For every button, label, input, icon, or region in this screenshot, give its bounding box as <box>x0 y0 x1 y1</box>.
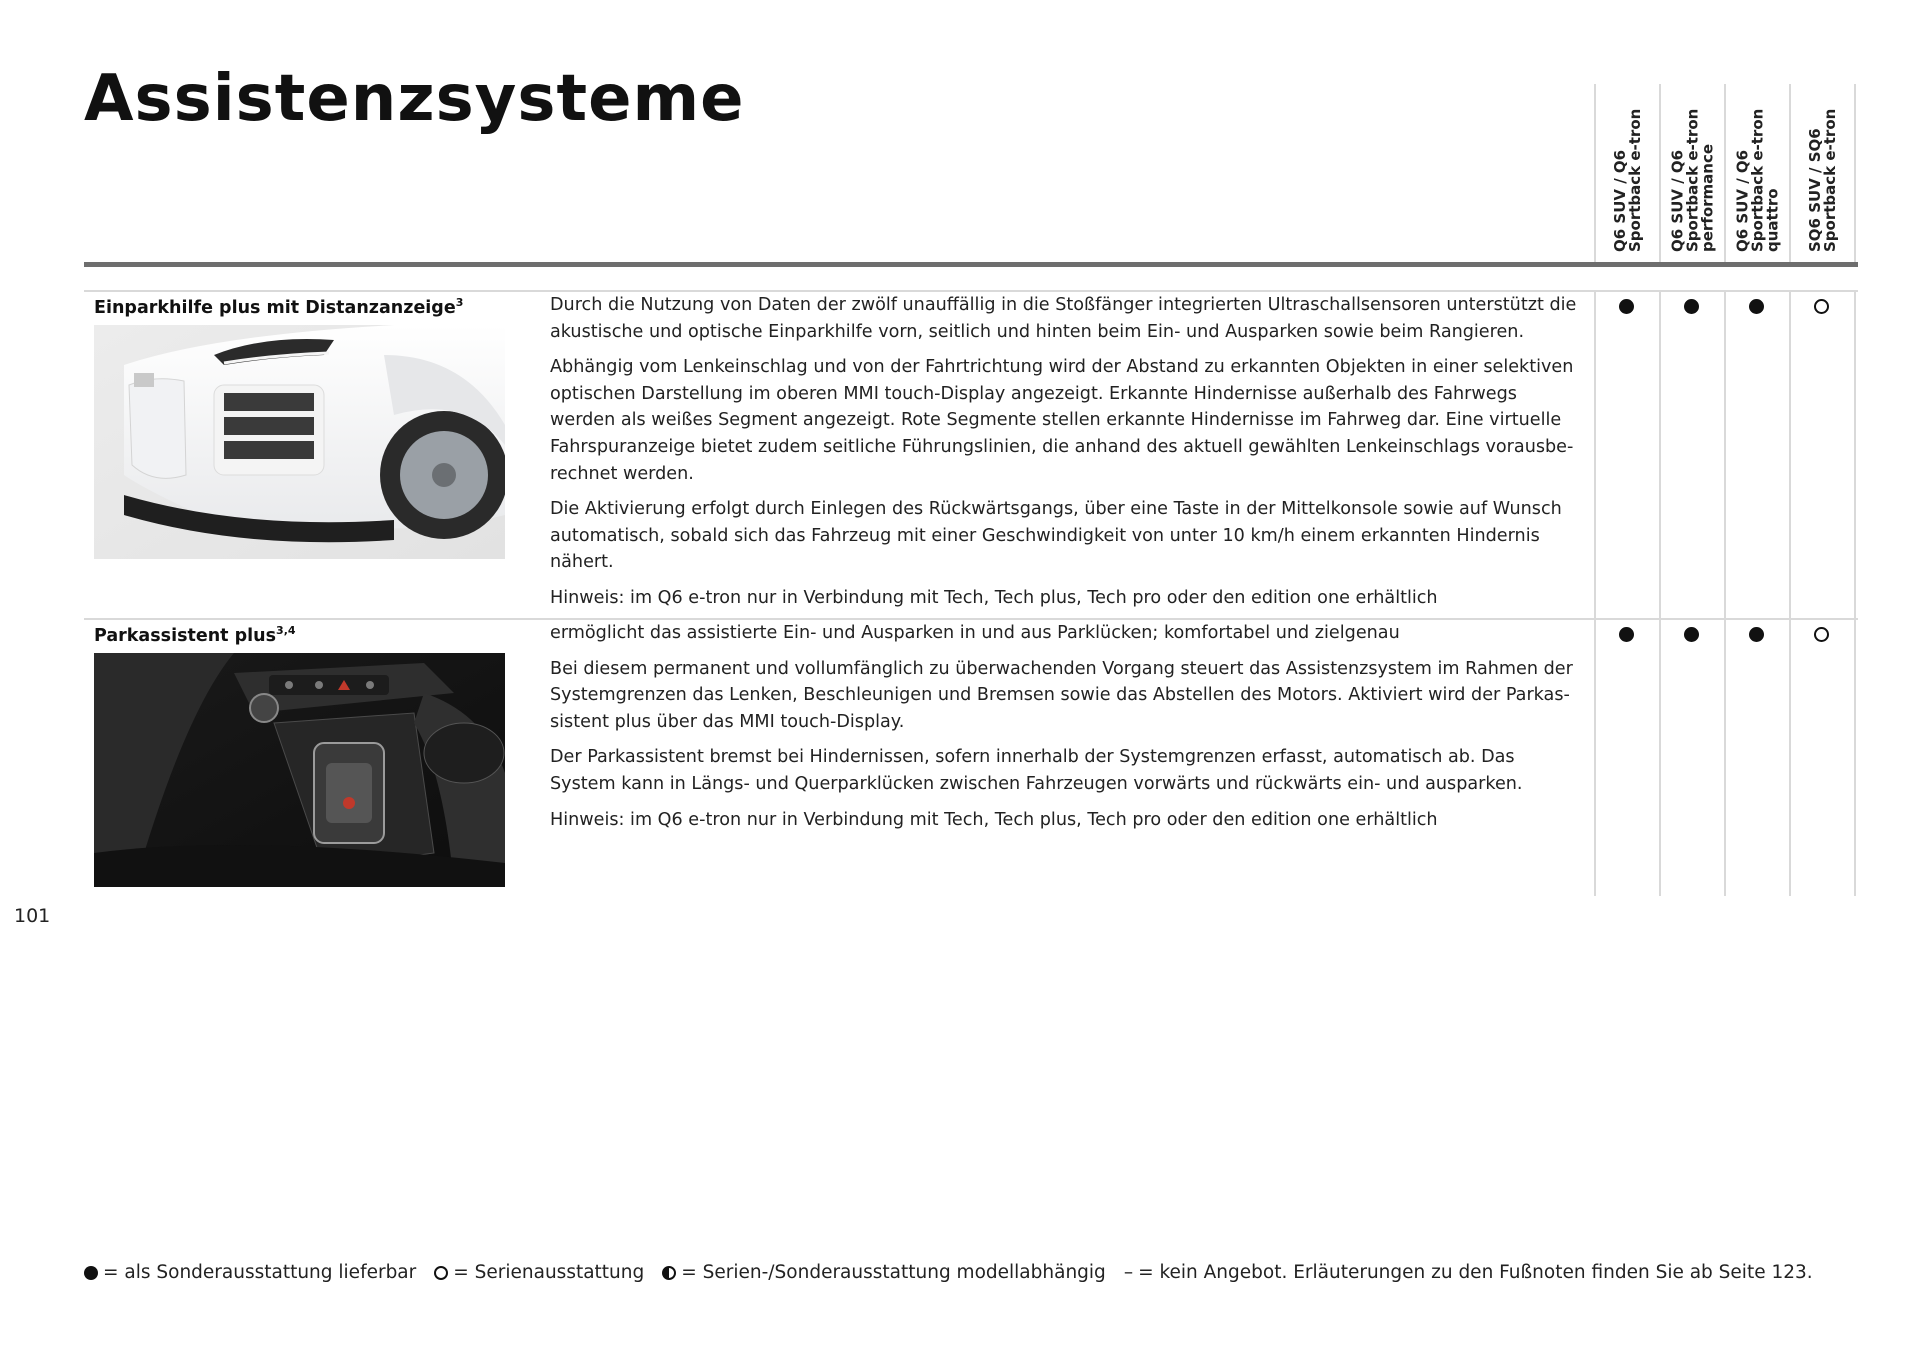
legend-item-mixed <box>662 1262 1106 1283</box>
open-circle-icon <box>434 1266 448 1280</box>
page-title: Assistenzsysteme <box>84 62 745 136</box>
description-paragraph: Bei diesem permanent und vollumfänglich zu überwachenden Vorgang steuert das Assistenzsystem im Rahmen der Systemgrenzen das Lenken, Beschleunigen und Bremsen sowie das Abstellen des Motors. Aktiviert wird der Parkas-sistent plus über das MMI touch-Display. <box>550 658 1573 732</box>
grid-line <box>1789 84 1791 262</box>
legend-text: = Serienausstattung <box>453 1262 645 1283</box>
filled-circle-icon <box>84 1266 98 1280</box>
header-rule <box>84 262 1858 267</box>
availability-optional-icon <box>1619 627 1634 642</box>
column-header-q6-etron-quattro <box>1726 84 1790 260</box>
availability-optional-icon <box>1619 299 1634 314</box>
grid-line <box>1724 290 1726 896</box>
description-paragraph: Abhängig vom Lenkeinschlag und von der Fahrtrichtung wird der Abstand zu erkannten Objekten in einer selektiven optischen Darstellung im oberen MMI touch-Display angezeigt. Erkannte Hindernisse außerhalb des Fahrwegs werden als weißes Segment angezeigt. Rote Segmente stellen erkannte Hindernisse im Fahrweg dar. Eine virtuelle Fahrspuranzeige bietet zudem seitliche Führungslinien, die anhand des aktuell gewählten Lenkeinschlags vorausbe-rechnet werden. <box>550 357 1574 484</box>
description-einparkhilfe <box>550 292 1580 621</box>
center-console-image <box>94 653 505 887</box>
column-header-label: Q6 SUV / Q6 Sportback e-tron quattro <box>1733 108 1782 252</box>
description-paragraph: Durch die Nutzung von Daten der zwölf unauffällig in die Stoßfänger integrierten Ultraschallsensoren unterstützt die akustische und optische Einparkhilfe vorn, seitlich und hinten beim Ein- und Ausparken sowie beim Rangieren. <box>550 295 1577 342</box>
grid-line <box>1724 84 1726 262</box>
description-paragraph: Hinweis: im Q6 e-tron nur in Verbindung mit Tech, Tech plus, Tech pro oder den edition one erhältlich <box>550 809 1438 830</box>
description-paragraph: Die Aktivierung erfolgt durch Einlegen des Rückwärtsgangs, über eine Taste in der Mittelkonsole sowie auf Wunsch automatisch, sobald sich das Fahrzeug mit einer Geschwindigkeit von unter 10 km/h einem erkannten Hindernis nähert. <box>550 499 1562 573</box>
description-paragraph: Der Parkassistent bremst bei Hindernissen, sofern innerhalb der Systemgrenzen erfasst, automatisch ab. Das System kann in Längs- und Querparklücken zwischen Fahrzeugen vorwärts und rückwärts ein- und ausparken. <box>550 747 1523 794</box>
center-console-photo <box>94 653 505 887</box>
row-title-parkassistent <box>94 624 296 646</box>
availability-optional-icon <box>1684 299 1699 314</box>
grid-line <box>1659 84 1661 262</box>
column-header-label: SQ6 SUV / SQ6 Sportback e-tron <box>1806 108 1839 252</box>
column-header-label: Q6 SUV / Q6 Sportback e-tron <box>1611 108 1644 252</box>
availability-standard-icon <box>1814 627 1829 642</box>
availability-standard-icon <box>1814 299 1829 314</box>
page-number: 101 <box>14 905 51 927</box>
column-header-q6-etron-performance <box>1661 84 1725 260</box>
column-header-q6-etron <box>1596 84 1660 260</box>
legend-item-standard <box>434 1262 644 1283</box>
grid-line <box>1594 84 1596 262</box>
description-paragraph: ermöglicht das assistierte Ein- und Ausparken in und aus Parklücken; komfortabel und zielgenau <box>550 623 1400 643</box>
grid-line <box>1594 290 1596 896</box>
legend <box>84 1262 1831 1283</box>
footnote-ref: 3,4 <box>276 624 296 637</box>
car-front-bumper-photo <box>94 325 505 559</box>
column-header-label: Q6 SUV / Q6 Sportback e-tron performance <box>1668 108 1717 252</box>
legend-text: = Serien-/Sonderausstattung modellabhängig <box>681 1262 1106 1283</box>
availability-optional-icon <box>1749 627 1764 642</box>
row-title-einparkhilfe <box>94 296 463 318</box>
legend-text: = kein Angebot. Erläuterungen zu den Fußnoten finden Sie ab Seite 123. <box>1138 1262 1813 1283</box>
grid-line <box>1789 290 1791 896</box>
footnote-ref: 3 <box>455 296 464 309</box>
row-title-text: Einparkhilfe plus mit Distanzanzeige <box>94 297 456 318</box>
car-front-bumper-image <box>94 325 505 559</box>
dash-icon: – <box>1123 1262 1134 1283</box>
grid-line <box>1854 84 1856 262</box>
column-header-sq6-etron <box>1791 84 1855 260</box>
half-circle-icon <box>662 1266 676 1280</box>
description-parkassistent <box>550 620 1580 842</box>
row-title-text: Parkassistent plus <box>94 625 277 646</box>
legend-text: = als Sonderausstattung lieferbar <box>103 1262 417 1283</box>
availability-optional-icon <box>1749 299 1764 314</box>
legend-item-none <box>1124 1262 1813 1283</box>
description-paragraph: Hinweis: im Q6 e-tron nur in Verbindung mit Tech, Tech plus, Tech pro oder den edition one erhältlich <box>550 587 1438 608</box>
grid-line <box>1659 290 1661 896</box>
legend-item-optional <box>84 1262 416 1283</box>
availability-optional-icon <box>1684 627 1699 642</box>
grid-line <box>1854 290 1856 896</box>
